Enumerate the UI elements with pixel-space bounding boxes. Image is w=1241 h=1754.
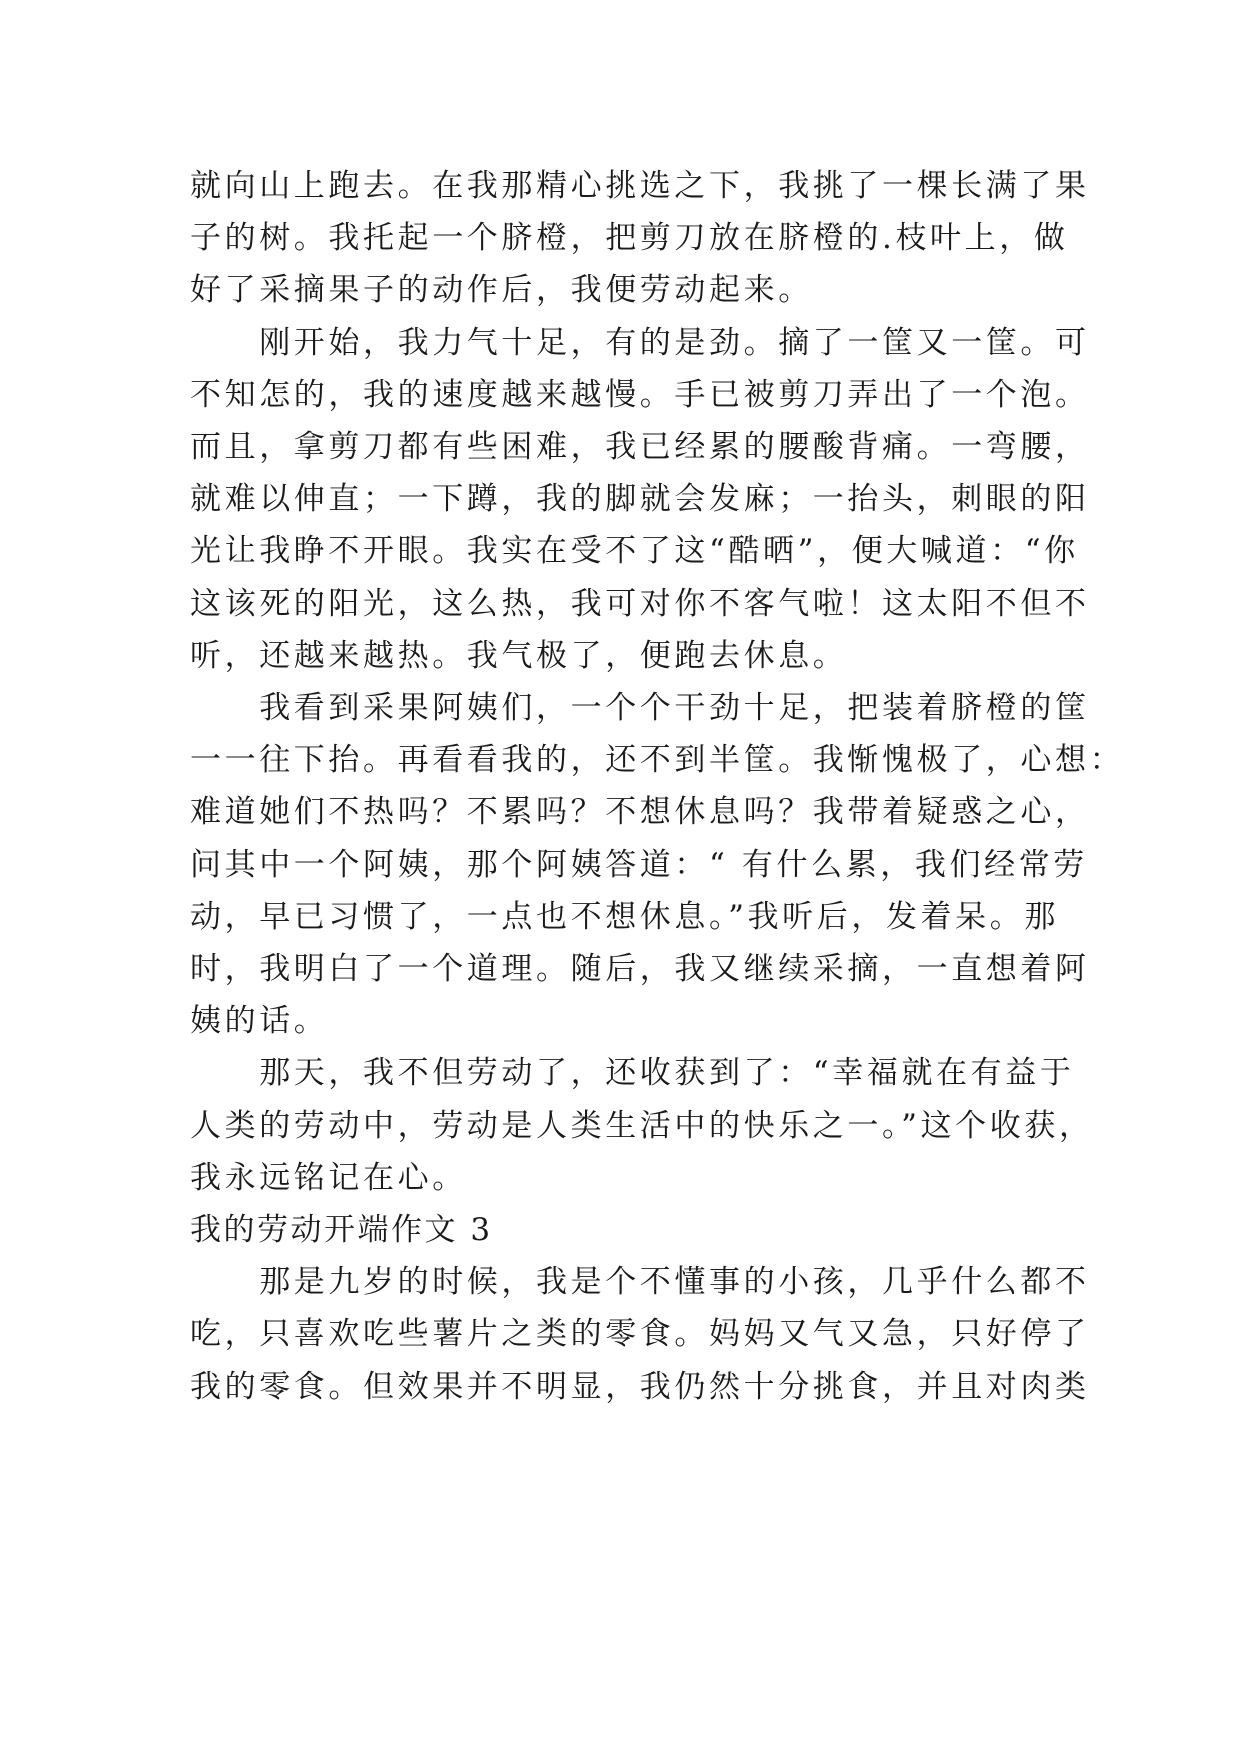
text-line: 那天，我不但劳动了，还收获到了：“幸福就在有益于 <box>190 1055 1075 1091</box>
text-line: 这该死的阳光，这么热，我可对你不客气啦！这太阳不但不 <box>190 586 1090 622</box>
text-line: 就难以伸直；一下蹲，我的脚就会发麻；一抬头，刺眼的阳 <box>190 481 1090 517</box>
text-line: 那是九岁的时候，我是个不懂事的小孩，几乎什么都不 <box>190 1264 1090 1300</box>
text-line: 子的树。我托起一个脐橙，把剪刀放在脐橙的.枝叶上，做 <box>190 220 1069 256</box>
text-line: 我看到采果阿姨们，一个个干劲十足，把装着脐橙的筐 <box>190 690 1090 726</box>
section-heading: 我的劳动开端作文 3 <box>190 1212 493 1248</box>
text-line: 时，我明白了一个道理。随后，我又继续采摘，一直想着阿 <box>190 951 1090 987</box>
text-line: 就向山上跑去。在我那精心挑选之下，我挑了一棵长满了果 <box>190 168 1090 204</box>
text-line: 动，早已习惯了，一点也不想休息。”我听后，发着呆。那 <box>190 899 1059 935</box>
text-line: 刚开始，我力气十足，有的是劲。摘了一筐又一筐。可 <box>190 325 1090 361</box>
text-line: 我的零食。但效果并不明显，我仍然十分挑食，并且对肉类 <box>190 1369 1090 1405</box>
text-line: 不知怎的，我的速度越来越慢。手已被剪刀弄出了一个泡。 <box>190 377 1090 413</box>
text-line: 光让我睁不开眼。我实在受不了这“酷晒”，便大喊道：“你 <box>190 533 1079 569</box>
text-line: 一一往下抬。再看看我的，还不到半筐。我惭愧极了，心想： <box>190 742 1125 778</box>
text-line: 吃，只喜欢吃些薯片之类的零食。妈妈又气又急，只好停了 <box>190 1316 1090 1352</box>
text-line: 姨的话。 <box>190 1003 329 1039</box>
text-line: 好了采摘果子的动作后，我便劳动起来。 <box>190 272 813 308</box>
text-line: 人类的劳动中，劳动是人类生活中的快乐之一。”这个收获， <box>190 1108 1094 1144</box>
text-line: 问其中一个阿姨，那个阿姨答道：“ 有什么累，我们经常劳 <box>190 847 1088 883</box>
text-line: 难道她们不热吗？不累吗？不想休息吗？我带着疑惑之心， <box>190 794 1090 830</box>
text-line: 而且，拿剪刀都有些困难，我已经累的腰酸背痛。一弯腰， <box>190 429 1090 465</box>
text-line: 听，还越来越热。我气极了，便跑去休息。 <box>190 638 848 674</box>
text-line: 我永远铭记在心。 <box>190 1160 467 1196</box>
